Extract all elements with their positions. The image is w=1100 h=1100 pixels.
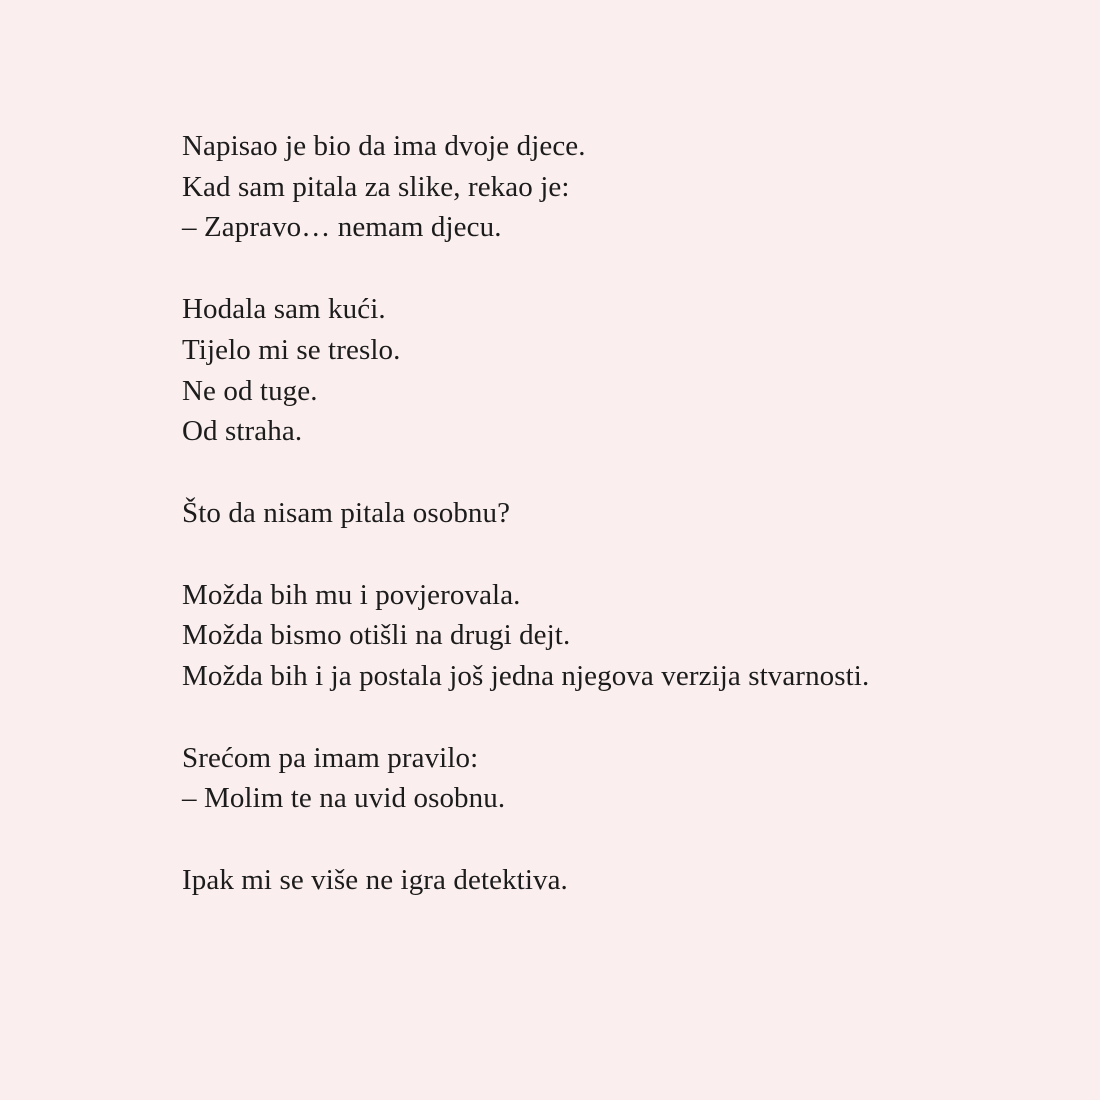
poem-line: Ipak mi se više ne igra detektiva. xyxy=(182,864,568,897)
stanza-4 xyxy=(182,575,1062,697)
stanza-3 xyxy=(182,493,1062,534)
poem-line: Možda bih mu i povjerovala. xyxy=(182,578,521,611)
poem-line: Hodala sam kući. xyxy=(182,293,386,326)
poem-line: Ne od tuge. xyxy=(182,374,318,407)
poem-line: – Molim te na uvid osobnu. xyxy=(182,782,506,815)
stanza-5 xyxy=(182,738,1062,819)
poem-line: Kad sam pitala za slike, rekao je: xyxy=(182,170,570,203)
poem-line: Možda bih i ja postala još jedna njegova verzija stvarnosti. xyxy=(182,660,870,693)
poem-text xyxy=(182,126,1062,901)
poem-line: Što da nisam pitala osobnu? xyxy=(182,496,511,529)
poem-line: – Zapravo… nemam djecu. xyxy=(182,211,502,244)
stanza-1 xyxy=(182,126,1062,248)
poem-line: Srećom pa imam pravilo: xyxy=(182,741,479,774)
poem-line: Tijelo mi se treslo. xyxy=(182,333,401,366)
poem-line: Od straha. xyxy=(182,415,303,448)
poem-line: Možda bismo otišli na drugi dejt. xyxy=(182,619,571,652)
stanza-2 xyxy=(182,289,1062,452)
poem-line: Napisao je bio da ima dvoje djece. xyxy=(182,130,586,162)
stanza-6 xyxy=(182,860,1062,901)
